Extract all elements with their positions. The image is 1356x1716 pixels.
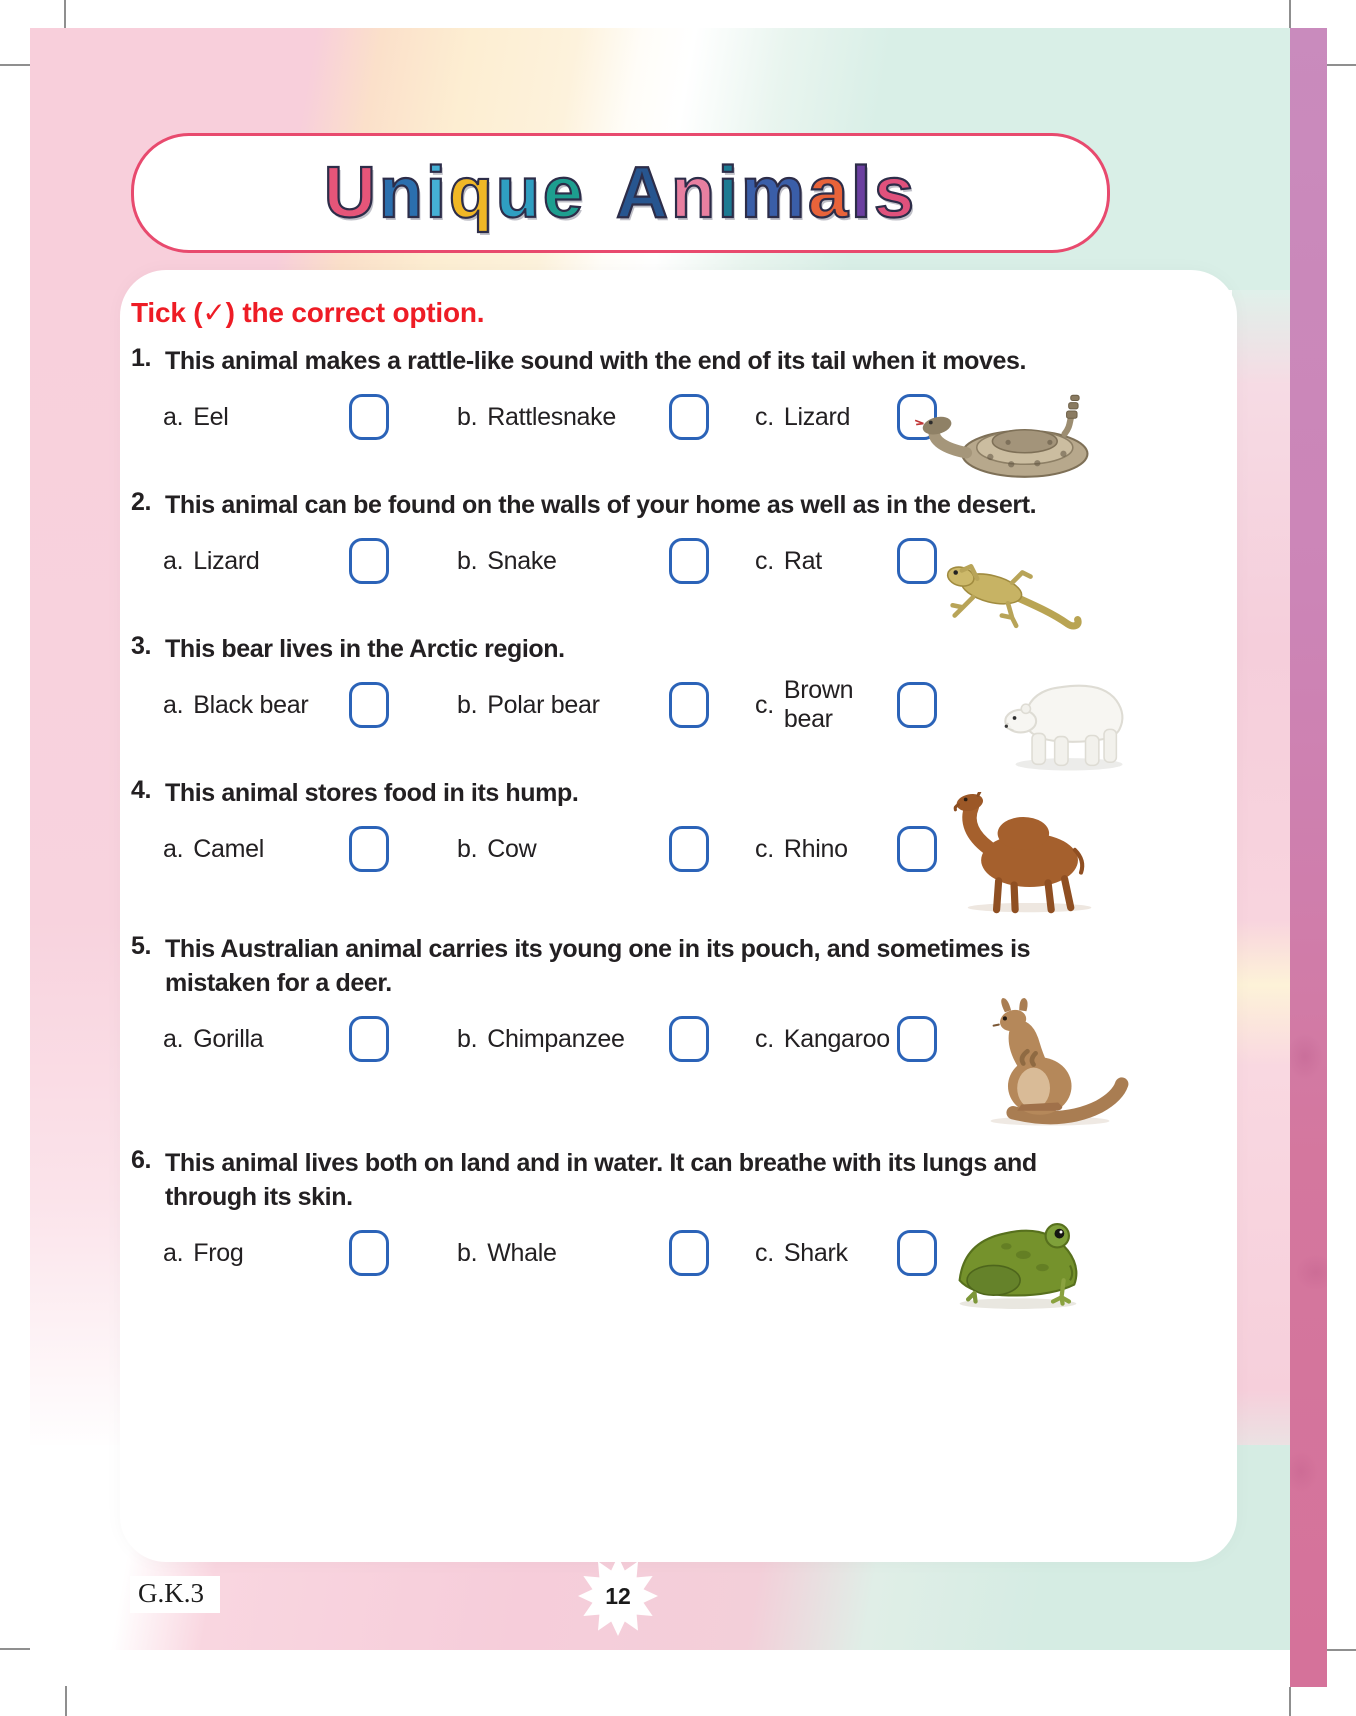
option-checkbox[interactable] xyxy=(897,538,937,584)
question-number: 5. xyxy=(131,932,152,960)
option-letter: b. xyxy=(457,546,478,575)
option-checkbox[interactable] xyxy=(349,1016,389,1062)
gecko-image xyxy=(932,552,1086,634)
question-text: This Australian animal carries its young one in its pouch, and sometimes is mistaken for a deer. xyxy=(165,935,1031,997)
option-letter: b. xyxy=(457,402,478,431)
option-checkbox[interactable] xyxy=(897,1016,937,1062)
option-letter: c. xyxy=(755,1238,774,1267)
option-checkbox[interactable] xyxy=(349,538,389,584)
page-number: 12 xyxy=(605,1582,631,1609)
option-letter: c. xyxy=(755,690,774,719)
option-checkbox[interactable] xyxy=(669,826,709,872)
option-b xyxy=(457,1016,709,1062)
option-b xyxy=(457,826,709,872)
crop-mark xyxy=(1289,1687,1291,1716)
question-text: This bear lives in the Arctic region. xyxy=(165,635,565,663)
option-letter: c. xyxy=(755,546,774,575)
option-letter: a. xyxy=(163,402,184,431)
option-a xyxy=(163,538,389,584)
option-label: Cow xyxy=(487,834,537,863)
question-number: 3. xyxy=(131,632,152,660)
option-letter: c. xyxy=(755,402,774,431)
option-label: Snake xyxy=(487,546,557,575)
option-checkbox[interactable] xyxy=(897,682,937,728)
option-checkbox[interactable] xyxy=(349,394,389,440)
page-title: Unique Animals xyxy=(323,153,918,233)
frog-image xyxy=(938,1206,1098,1310)
content-panel xyxy=(120,270,1237,1562)
option-letter: c. xyxy=(755,1024,774,1053)
page-number-badge xyxy=(578,1556,658,1636)
question-text: This animal makes a rattle-like sound with the end of its tail when it moves. xyxy=(165,347,1027,375)
book-label: G.K.3 xyxy=(130,1576,220,1613)
crop-mark xyxy=(64,0,66,28)
option-letter: b. xyxy=(457,1238,478,1267)
crop-mark xyxy=(65,1686,67,1716)
crop-mark xyxy=(0,1648,30,1650)
option-checkbox[interactable] xyxy=(669,1230,709,1276)
option-label: Eel xyxy=(193,402,229,431)
option-letter: b. xyxy=(457,834,478,863)
option-label: Rhino xyxy=(783,834,848,863)
option-checkbox[interactable] xyxy=(669,682,709,728)
option-b xyxy=(457,538,709,584)
camel-image xyxy=(908,792,1114,914)
option-label: Shark xyxy=(783,1238,848,1267)
option-label: Frog xyxy=(193,1238,244,1267)
option-checkbox[interactable] xyxy=(349,1230,389,1276)
option-letter: a. xyxy=(163,1024,184,1053)
option-letter: b. xyxy=(457,690,478,719)
question-number: 1. xyxy=(131,344,152,372)
question-number: 4. xyxy=(131,776,152,804)
crop-mark xyxy=(1289,0,1291,28)
option-checkbox[interactable] xyxy=(897,1230,937,1276)
option-letter: a. xyxy=(163,690,184,719)
option-label: Camel xyxy=(193,834,264,863)
option-c xyxy=(755,538,937,584)
option-b xyxy=(457,682,709,728)
crop-mark xyxy=(0,64,30,66)
option-letter: b. xyxy=(457,1024,478,1053)
option-label: Whale xyxy=(487,1238,557,1267)
option-letter: a. xyxy=(163,546,184,575)
option-label: Lizard xyxy=(783,402,851,431)
option-letter: c. xyxy=(755,834,774,863)
polar-bear-image xyxy=(995,660,1139,774)
option-label: Rattlesnake xyxy=(487,402,616,431)
option-checkbox[interactable] xyxy=(349,826,389,872)
option-a xyxy=(163,1016,389,1062)
title-banner xyxy=(131,133,1110,253)
option-a xyxy=(163,1230,389,1276)
option-letter: a. xyxy=(163,834,184,863)
question-number: 2. xyxy=(131,488,152,516)
question-text: This animal lives both on land and in water. It can breathe with its lungs and through its skin. xyxy=(165,1149,1037,1211)
option-label: Black bear xyxy=(193,690,309,719)
option-b xyxy=(457,394,709,440)
question-text: This animal can be found on the walls of your home as well as in the desert. xyxy=(165,491,1037,519)
option-letter: a. xyxy=(163,1238,184,1267)
option-label: Chimpanzee xyxy=(487,1024,625,1053)
option-b xyxy=(457,1230,709,1276)
option-label: Gorilla xyxy=(193,1024,264,1053)
option-a xyxy=(163,826,389,872)
rattlesnake-image xyxy=(910,388,1102,482)
instruction-text: Tick (✓) the correct option. xyxy=(131,297,485,328)
kangaroo-image xyxy=(968,996,1132,1128)
option-label: Kangaroo xyxy=(783,1024,890,1053)
option-checkbox[interactable] xyxy=(669,538,709,584)
option-label: Lizard xyxy=(193,546,260,575)
crop-mark xyxy=(1327,64,1356,66)
option-c xyxy=(755,676,937,733)
option-checkbox[interactable] xyxy=(349,682,389,728)
option-c xyxy=(755,1016,937,1062)
question-text: This animal stores food in its hump. xyxy=(165,779,579,807)
option-a xyxy=(163,394,389,440)
option-c xyxy=(755,1230,937,1276)
crop-mark xyxy=(1327,1649,1356,1651)
question-number: 6. xyxy=(131,1146,152,1174)
page-background xyxy=(30,28,1290,1650)
option-label: Brown bear xyxy=(783,676,854,733)
option-label: Rat xyxy=(783,546,822,575)
option-checkbox[interactable] xyxy=(669,1016,709,1062)
side-band xyxy=(1290,28,1327,1687)
option-label: Polar bear xyxy=(487,690,600,719)
option-checkbox[interactable] xyxy=(669,394,709,440)
option-a xyxy=(163,682,389,728)
